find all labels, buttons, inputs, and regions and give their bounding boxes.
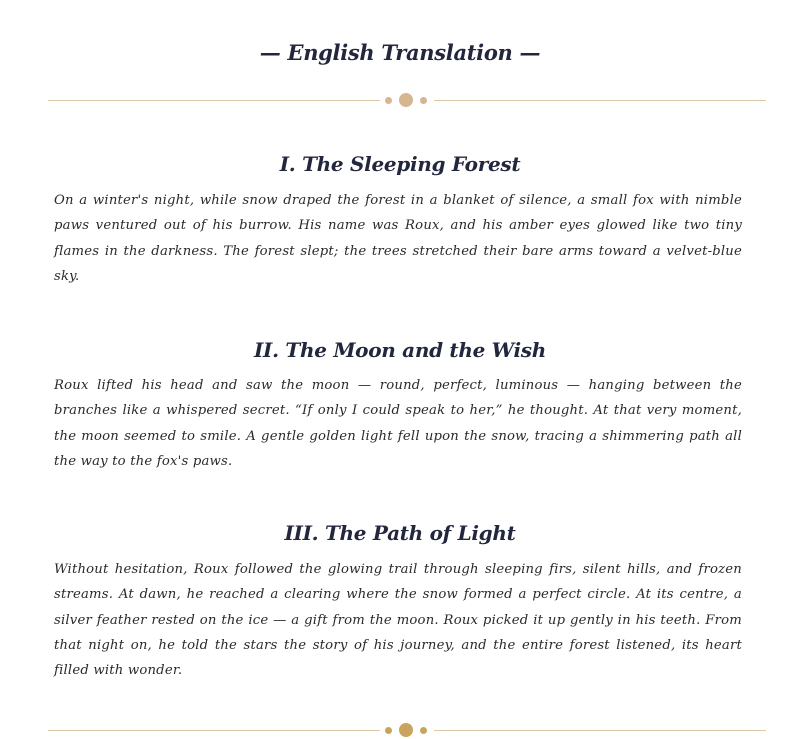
section-heading: I. The Sleeping Forest (279, 152, 521, 176)
divider-line-right (434, 100, 766, 101)
divider-dot-small-icon (420, 97, 427, 104)
ornamental-divider-top (48, 92, 766, 108)
section-paragraph: On a winter's night, while snow draped the forest in a blanket of silence, a small fox with nimble paws ventured out of his burrow. His name was Roux, and his amber eyes glowed like two tiny flames in the darkness. The forest slept; the trees stretched their bare arms toward a velvet-blue sky. (54, 193, 742, 284)
section-paragraph: Without hesitation, Roux followed the glowing trail through sleeping firs, silent hills, and frozen streams. At dawn, he reached a clearing where the snow formed a perfect circle. At its centre, a silver feather rested on the ice — a gift from the moon. Roux picked it up gently in his teeth. From that night on, he told the stars the story of his journey, and the entire forest listened, its heart filled with wonder. (54, 562, 742, 679)
divider-dot-large-icon (399, 723, 413, 737)
divider-line-left (48, 730, 380, 731)
divider-line-left (48, 100, 380, 101)
divider-dot-large-icon (399, 93, 413, 107)
divider-line-right (434, 730, 766, 731)
section-paragraph: Roux lifted his head and saw the moon — round, perfect, luminous — hanging between the branches like a whispered secret. “If only I could speak to her,” he thought. At that very moment, the moon seemed to smile. A gentle golden light fell upon the snow, tracing a shimmering path all the way to the fox's paws. (54, 378, 742, 469)
divider-dot-small-icon (385, 97, 392, 104)
divider-dot-small-icon (420, 727, 427, 734)
section-heading: II. The Moon and the Wish (254, 338, 546, 362)
page-title: — English Translation — (259, 40, 541, 65)
divider-dot-small-icon (385, 727, 392, 734)
ornamental-divider-bottom (48, 722, 766, 738)
section-heading: III. The Path of Light (284, 521, 516, 545)
